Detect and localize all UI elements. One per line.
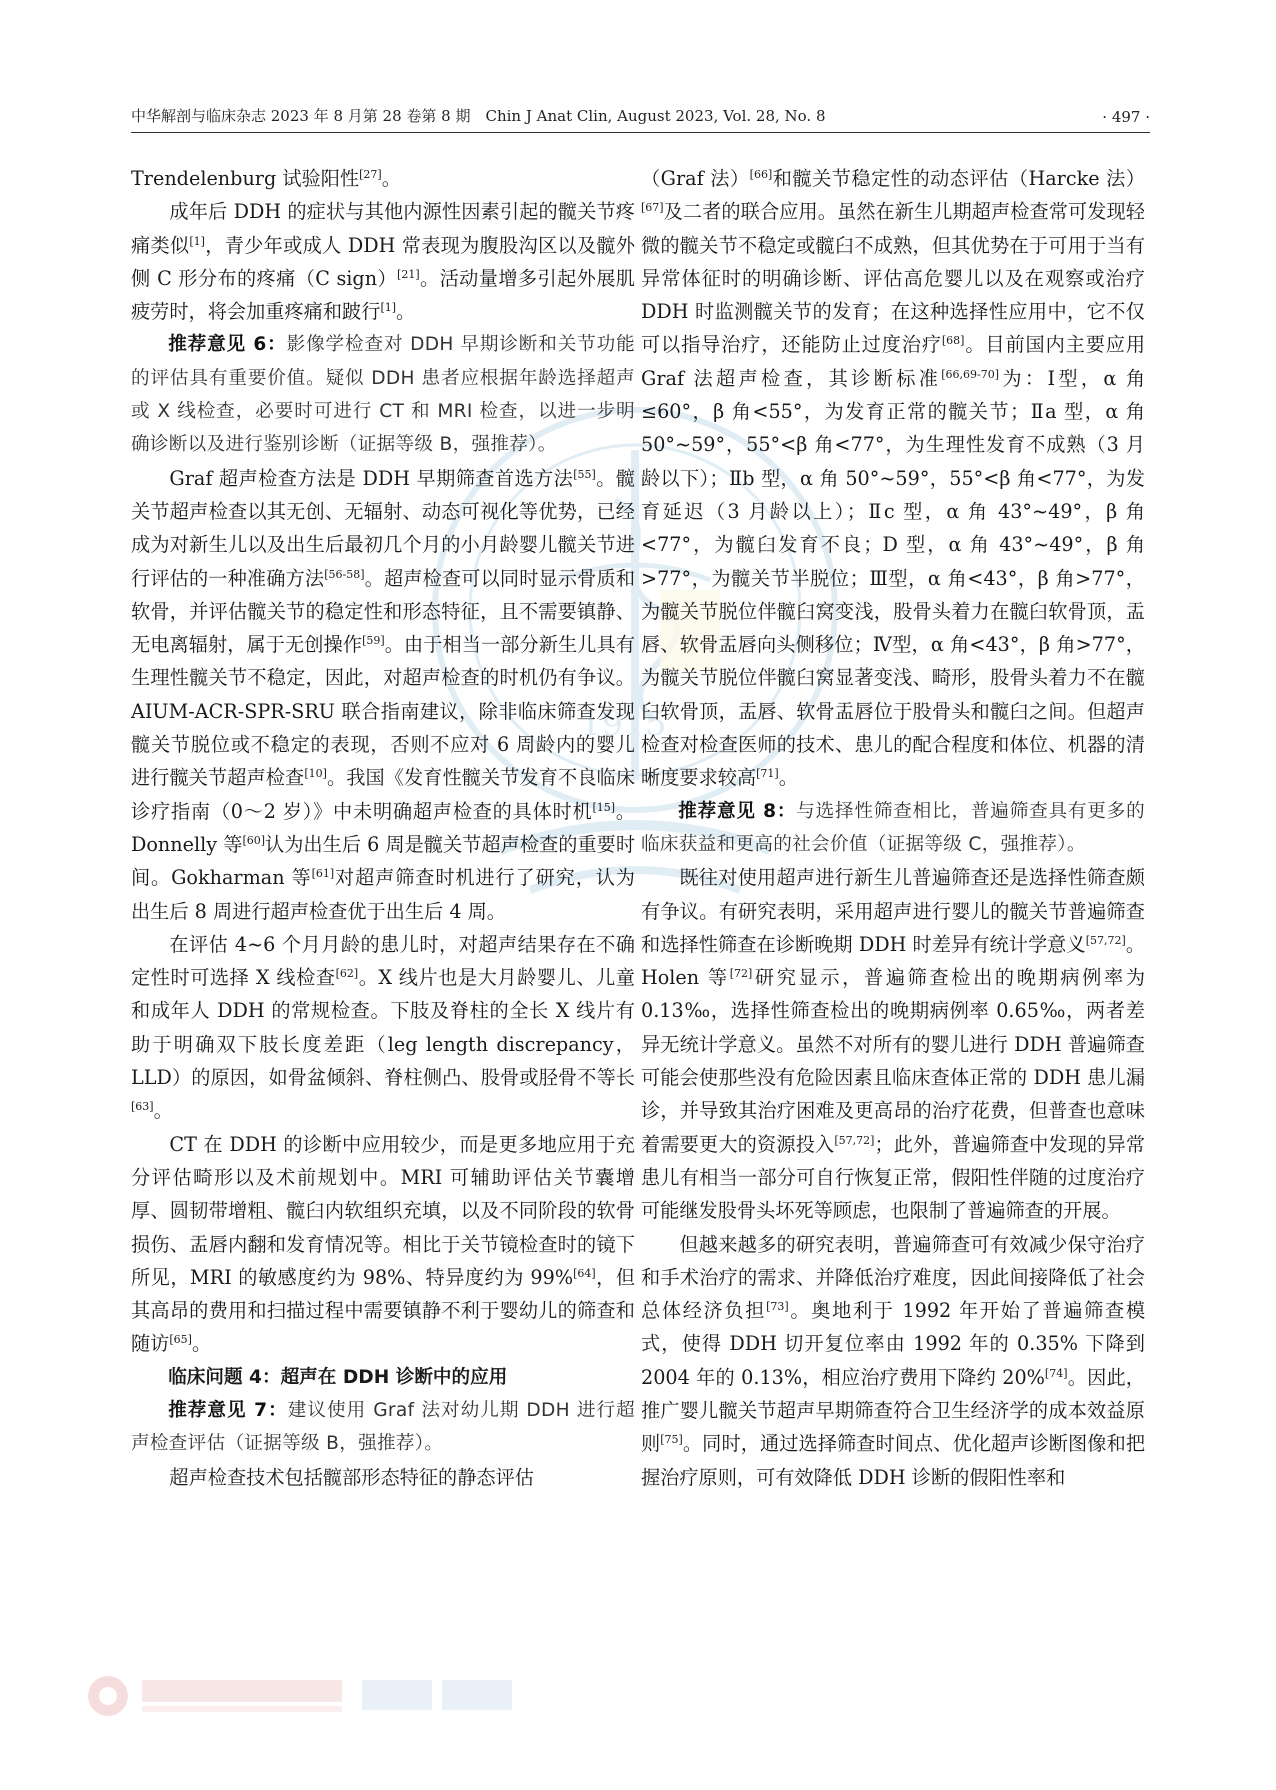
recommendation-7: 推荐意见 7：建议使用 Graf 法对幼儿期 DDH 进行超声检查评估（证据等级 B，强推荐）。 (131, 1399, 635, 1455)
paragraph: Graf 超声检查方法是 DDH 早期筛查首选方法[55]。髋关节超声检查以其无创、无辐射、动态可视化等优势，已经成为对新生儿以及出生后最初几个月的小月龄婴儿髋关节进行评估的一种准确方法[56-58]。超声检查可以同时显示骨质和软骨，并评估髋关节的稳定性和形态特征，且不需要镇静、无电离辐射，属于无创操作[59]。由于相当一部分新生儿具有生理性髋关节不稳定，因此，对超声检查的时机仍有争议。AIUM-ACR-SPR-SRU 联合指南建议，除非临床筛查发现髋关节脱位或不稳定的表现，否则不应对 6 周龄内的婴儿进行髋关节超声检查[10]。我国《发育性髋关节发育不良临床诊疗指南（0～2 岁）》中未明确超声检查的具体时机[15]。Donnelly 等[60]认为出生后 6 周是髋关节超声检查的重要时间。Gokharman 等[61]对超声筛查时机进行了研究，认为出生后 8 周进行超声检查优于出生后 4 周。 (131, 466, 636, 923)
paragraph: 既往对使用超声进行新生儿普遍筛查还是选择性筛查颇有争议。有研究表明，采用超声进行婴儿的髋关节普遍筛查和选择性筛查在诊断晚期 DDH 时差异有统计学意义[57,72]。Holen 等[72]研究显示，普遍筛查检出的晚期病例率为 0.13‰，选择性筛查检出的晚期病例率 0.65‰，两者差异无统计学意义。虽然不对所有的婴儿进行 DDH 普遍筛查可能会使那些没有危险因素且临床查体正常的 DDH 患儿漏诊，并导致其治疗困难及更高昂的治疗花费，但普查也意味着需要更大的资源投入[57,72]；此外，普遍筛查中发现的异常患儿有相当一部分可自行恢复正常，假阳性伴随的过度治疗可能继发股骨头坏死等顾虑，也限制了普遍筛查的开展。 (641, 866, 1146, 1223)
paragraph: 超声检查技术包括髋部形态特征的静态评估 (169, 1465, 534, 1489)
paragraph: （Graf 法）[66]和髋关节稳定性的动态评估（Harcke 法）[67]及二者的联合应用。虽然在新生儿期超声检查常可发现轻微的髋关节不稳定或髋臼不成熟，但其优势在于可用于当有异常体征时的明确诊断、评估高危婴儿以及在观察或治疗 DDH 时监测髋关节的发育；在这种选择性应用中，它不仅可以指导治疗，还能防止过度治疗[68]。目前国内主要应用 Graf 法超声检查，其诊断标准[66,69-70]为：Ⅰ型，α 角≤60°，β 角<55°，为发育正常的髋关节；Ⅱa 型，α 角 50°~59°，55°<β 角<77°，为生理性发育不成熟（3 月龄以下）；Ⅱb 型，α 角 50°~59°，55°<β 角<77°，为发育延迟（3 月龄以上）；Ⅱc 型，α 角 43°~49°，β 角<77°，为髋臼发育不良；D 型，α 角 43°~49°，β 角>77°，为髋关节半脱位；Ⅲ型，α 角<43°，β 角>77°，为髋关节脱位伴髋臼窝变浅，股骨头着力在髋臼软骨顶，盂唇、软骨盂唇向头侧移位；Ⅳ型，α 角<43°，β 角>77°，为髋关节脱位伴髋臼窝显著变浅、畸形，股骨头着力不在髋臼软骨顶，盂唇、软骨盂唇位于股骨头和髋臼之间。但超声检查对检查医师的技术、患儿的配合程度和体位、机器的清晰度要求较高[71]。 (641, 167, 1146, 790)
page-number: · 497 · (1102, 108, 1150, 126)
paragraph: CT 在 DDH 的诊断中应用较少，而是更多地应用于充分评估畸形以及术前规划中。MRI 可辅助评估关节囊增厚、圆韧带增粗、髋臼内软组织充填，以及不同阶段的软骨损伤、盂唇内翻和发育情况等。相比于关节镜检查时的镜下所见，MRI 的敏感度约为 98%、特异度约为 99%[64]，但其高昂的费用和扫描过程中需要镇静不利于婴幼儿的筛查和随访[65]。 (131, 1132, 636, 1356)
running-header (131, 96, 1150, 133)
svg-text:1915: 1915 (580, 704, 667, 744)
paragraph: 在评估 4~6 个月月龄的患儿时，对超声结果存在不确定性时可选择 X 线检查[62]。X 线片也是大月龄婴儿、儿童和成年人 DDH 的常规检查。下肢及脊柱的全长 X 线片有助于明确双下肢长度差距（leg length discrepancy，LLD）的原因，如骨盆倾斜、脊柱侧凸、股骨或胫骨不等长[63]。 (131, 932, 635, 1123)
left-column (131, 162, 635, 1494)
publisher-logo-watermark (82, 1670, 522, 1722)
recommendation-6: 推荐意见 6：影像学检查对 DDH 早期诊断和关节功能的评估具有重要价值。疑似 DDH 患者应根据年龄选择超声或 X 线检查，必要时可进行 CT 和 MRI 检查，以进一步明确诊断以及进行鉴别诊断（证据等级 B，强推荐）。 (131, 334, 635, 456)
journal-citation: 中华解剖与临床杂志 2023 年 8 月第 28 卷第 8 期 Chin J Anat Clin, August 2023, Vol. 28, No. 8 (131, 107, 826, 125)
paragraph: Trendelenburg 试验阳性[27]。 (131, 167, 401, 190)
recommendation-8: 推荐意见 8：与选择性筛查相比，普遍筛查具有更多的临床获益和更高的社会价值（证据等级 C，强推荐）。 (641, 800, 1146, 855)
right-column (641, 162, 1145, 1494)
clinical-issue-4: 临床问题 4：超声在 DDH 诊断中的应用 (168, 1366, 508, 1388)
paragraph: 但越来越多的研究表明，普遍筛查可有效减少保守治疗和手术治疗的需求、并降低治疗难度，因此间接降低了社会总体经济负担[73]。奥地利于 1992 年开始了普遍筛查模式，使得 DDH 切开复位率由 1992 年的 0.35% 下降到 2004 年的 0.13%，相应治疗费用下降约 20%[74]。因此，推广婴儿髋关节超声早期筛查符合卫生经济学的成本效益原则[75]。同时，通过选择筛查时间点、优化超声诊断图像和把握治疗原则，可有效降低 DDH 诊断的假阳性率和 (641, 1232, 1146, 1489)
paragraph: 成年后 DDH 的症状与其他内源性因素引起的髋关节疼痛类似[1]，青少年或成人 DDH 常表现为腹股沟区以及髋外侧 C 形分布的疼痛（C sign）[21]。活动量增多引起外展肌疲劳时，将会加重疼痛和跛行[1]。 (131, 200, 636, 324)
